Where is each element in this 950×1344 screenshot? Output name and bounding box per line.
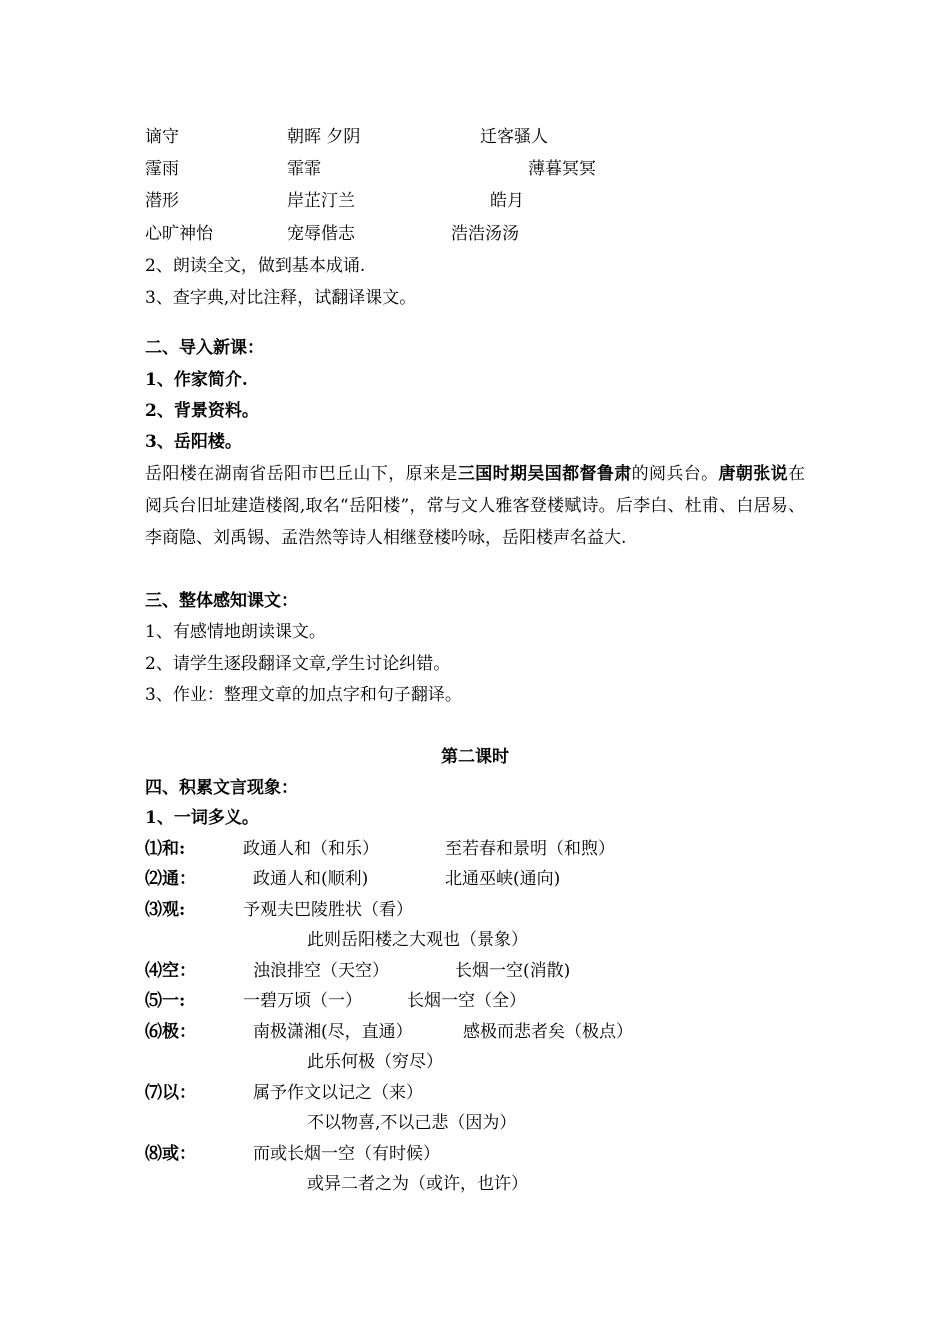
word-label: ⑷空： xyxy=(145,961,196,981)
vocab-term: 霪雨 xyxy=(145,159,179,179)
word-label: ⑻或： xyxy=(145,1144,196,1164)
list-item: 2、请学生逐段翻译文章,学生讨论纠错。 xyxy=(145,654,451,674)
word-usage: 长烟一空(消散) xyxy=(455,961,571,981)
vocab-term: 岸芷汀兰 xyxy=(287,191,355,211)
word-usage: 一碧万顷（一） xyxy=(243,991,362,1011)
vocab-row xyxy=(145,127,548,147)
word-entry xyxy=(145,839,615,859)
lesson-title: 第二课时 xyxy=(441,747,509,767)
list-item: 3、作业：整理文章的加点字和句子翻译。 xyxy=(145,685,462,705)
prep-step: 3、查字典,对比注释，试翻译课文。 xyxy=(145,288,417,308)
word-usage: 浊浪排空（天空） xyxy=(253,961,389,981)
word-label: ⑶观: xyxy=(145,900,186,920)
word-usage: 政通人和（和乐） xyxy=(243,839,379,859)
word-usage: 长烟一空（全） xyxy=(407,991,526,1011)
vocab-term: 宠辱偕志 xyxy=(287,224,355,244)
word-entry xyxy=(145,1083,423,1103)
word-label: ⑸一: xyxy=(145,991,186,1011)
vocab-term: 潜形 xyxy=(145,191,179,211)
word-entry xyxy=(145,900,413,920)
word-usage: 此则岳阳楼之大观也（景象） xyxy=(307,930,528,950)
word-entry xyxy=(145,1022,633,1042)
word-usage: 属予作文以记之（来） xyxy=(253,1083,423,1103)
word-usage: 此乐何极（穷尽） xyxy=(307,1052,443,1072)
word-entry xyxy=(145,869,561,889)
section-heading: 三、整体感知课文： xyxy=(145,591,298,611)
word-usage: 北通巫峡(通向) xyxy=(445,869,561,889)
vocab-term: 朝晖 夕阴 xyxy=(287,127,361,147)
word-entry xyxy=(145,991,526,1011)
paragraph-text: 岳阳楼在湖南省岳阳市巴丘山下，原来是 xyxy=(145,464,458,484)
list-item: 1、作家简介. xyxy=(145,370,248,390)
word-entry xyxy=(145,961,571,981)
section-heading: 四、积累文言现象： xyxy=(145,778,298,798)
word-label: ⑵通： xyxy=(145,869,196,889)
paragraph-emphasis: 唐朝张说 xyxy=(718,464,789,484)
list-item: 1、有感情地朗读课文。 xyxy=(145,622,326,642)
list-item: 3、岳阳楼。 xyxy=(145,432,242,452)
word-usage: 不以物喜,不以己悲（因为） xyxy=(307,1113,517,1133)
vocab-term: 谪守 xyxy=(145,127,179,147)
vocab-term: 薄暮冥冥 xyxy=(528,159,596,179)
yueyang-paragraph xyxy=(145,458,805,554)
word-usage: 政通人和(顺利) xyxy=(253,869,369,889)
prep-step: 2、朗读全文，做到基本成诵. xyxy=(145,256,366,276)
word-usage: 而或长烟一空（有时候） xyxy=(253,1144,440,1164)
word-label: ⑺以： xyxy=(145,1083,196,1103)
paragraph-text: 在阅兵台旧址建造楼阁,取名“岳阳楼”，常与文人雅客登楼赋诗。后李白、杜甫、白居易、李商隐、刘禹锡、孟浩然等诗人相继登楼吟咏，岳阳楼声名益大. xyxy=(145,464,806,548)
word-entry xyxy=(145,1144,440,1164)
vocab-term: 皓月 xyxy=(490,191,524,211)
vocab-row xyxy=(145,191,524,211)
vocab-term: 霏霏 xyxy=(287,159,321,179)
word-usage: 南极潇湘(尽，直通） xyxy=(253,1022,413,1042)
vocab-row xyxy=(145,224,519,244)
vocab-row xyxy=(145,159,596,179)
paragraph-text: 的阅兵台。 xyxy=(631,464,719,484)
vocab-term: 迁客骚人 xyxy=(480,127,548,147)
word-label: ⑴和: xyxy=(145,839,186,859)
word-usage: 或异二者之为（或许，也许） xyxy=(307,1174,528,1194)
vocab-term: 浩浩汤汤 xyxy=(451,224,519,244)
vocab-term: 心旷神怡 xyxy=(145,224,213,244)
section-heading: 二、导入新课： xyxy=(145,338,264,358)
word-usage: 至若春和景明（和煦） xyxy=(445,839,615,859)
word-usage: 予观夫巴陵胜状（看） xyxy=(243,900,413,920)
subsection-heading: 1、一词多义。 xyxy=(145,808,259,828)
word-label: ⑹极： xyxy=(145,1022,196,1042)
list-item: 2、背景资料。 xyxy=(145,401,259,421)
word-usage: 感极而悲者矣（极点） xyxy=(463,1022,633,1042)
paragraph-emphasis: 三国时期吴国都督鲁肃 xyxy=(457,464,632,484)
